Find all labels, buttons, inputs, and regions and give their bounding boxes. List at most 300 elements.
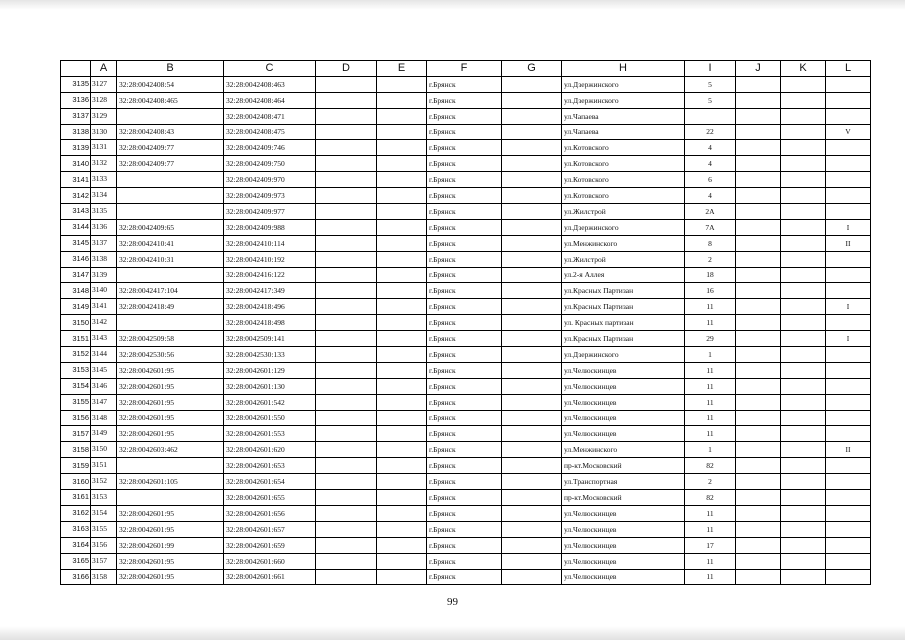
cell-f: г.Брянск: [427, 490, 502, 506]
cell-j: [736, 347, 781, 363]
cell-l: V: [826, 124, 871, 140]
cell-k: [781, 283, 826, 299]
cell-g: [502, 362, 562, 378]
row-number: 3153: [61, 362, 91, 378]
cell-g: [502, 490, 562, 506]
cell-d: [316, 124, 377, 140]
cell-b: 32:28:0042601:99: [117, 537, 224, 553]
row-number: 3141: [61, 172, 91, 188]
cell-f: г.Брянск: [427, 394, 502, 410]
cell-a: 3136: [91, 219, 117, 235]
cell-g: [502, 235, 562, 251]
cell-b: 32:28:0042410:41: [117, 235, 224, 251]
cell-j: [736, 92, 781, 108]
cell-f: г.Брянск: [427, 108, 502, 124]
cell-g: [502, 426, 562, 442]
cell-h: ул.Челюскинцев: [562, 378, 685, 394]
cell-c: 32:28:0042408:464: [224, 92, 316, 108]
cell-d: [316, 219, 377, 235]
cell-c: 32:28:0042601:130: [224, 378, 316, 394]
page-number: 99: [447, 596, 458, 608]
table-row: [61, 219, 871, 235]
cell-l: [826, 140, 871, 156]
cell-d: [316, 204, 377, 220]
cell-l: [826, 283, 871, 299]
cell-i: [685, 108, 736, 124]
cell-h: ул.Красных Партизан: [562, 299, 685, 315]
cell-j: [736, 410, 781, 426]
cell-d: [316, 299, 377, 315]
cell-e: [377, 362, 427, 378]
cell-j: [736, 426, 781, 442]
cell-h: ул.Котовского: [562, 172, 685, 188]
cell-b: 32:28:0042601:95: [117, 410, 224, 426]
table-row: [61, 569, 871, 585]
cell-j: [736, 219, 781, 235]
cell-l: [826, 267, 871, 283]
cell-d: [316, 378, 377, 394]
cell-a: 3131: [91, 140, 117, 156]
cell-l: [826, 569, 871, 585]
cell-k: [781, 537, 826, 553]
cell-h: ул.Менжинского: [562, 442, 685, 458]
cell-c: 32:28:0042409:973: [224, 188, 316, 204]
cell-k: [781, 188, 826, 204]
cell-c: 32:28:0042409:746: [224, 140, 316, 156]
column-header-c: C: [224, 61, 316, 77]
cell-h: ул.Котовского: [562, 188, 685, 204]
cell-k: [781, 219, 826, 235]
row-number: 3143: [61, 204, 91, 220]
cell-c: 32:28:0042418:496: [224, 299, 316, 315]
cell-g: [502, 331, 562, 347]
cell-g: [502, 553, 562, 569]
cell-g: [502, 537, 562, 553]
cell-l: I: [826, 299, 871, 315]
cell-a: 3149: [91, 426, 117, 442]
cell-b: 32:28:0042530:56: [117, 347, 224, 363]
cell-g: [502, 505, 562, 521]
cell-a: 3157: [91, 553, 117, 569]
cell-i: 16: [685, 283, 736, 299]
cell-i: 8: [685, 235, 736, 251]
cell-j: [736, 315, 781, 331]
cell-f: г.Брянск: [427, 172, 502, 188]
cell-d: [316, 347, 377, 363]
cell-d: [316, 283, 377, 299]
cell-d: [316, 569, 377, 585]
row-number: 3149: [61, 299, 91, 315]
cell-j: [736, 188, 781, 204]
cell-b: [117, 267, 224, 283]
cell-l: [826, 92, 871, 108]
cell-f: г.Брянск: [427, 299, 502, 315]
row-number: 3161: [61, 490, 91, 506]
cell-e: [377, 204, 427, 220]
cell-h: ул.Красных Партизан: [562, 283, 685, 299]
cell-c: 32:28:0042601:661: [224, 569, 316, 585]
cell-i: 11: [685, 315, 736, 331]
cell-i: 17: [685, 537, 736, 553]
cell-e: [377, 299, 427, 315]
cell-i: 7А: [685, 219, 736, 235]
cell-c: 32:28:0042408:475: [224, 124, 316, 140]
column-header-g: G: [502, 61, 562, 77]
cell-i: 29: [685, 331, 736, 347]
cell-k: [781, 362, 826, 378]
cell-g: [502, 251, 562, 267]
cell-k: [781, 299, 826, 315]
table-row: [61, 108, 871, 124]
cell-l: [826, 108, 871, 124]
cell-h: ул.Дзержинского: [562, 347, 685, 363]
table-row: [61, 156, 871, 172]
row-number: 3138: [61, 124, 91, 140]
cell-f: г.Брянск: [427, 521, 502, 537]
cell-l: [826, 426, 871, 442]
cell-g: [502, 521, 562, 537]
table-row: [61, 458, 871, 474]
cell-i: 18: [685, 267, 736, 283]
cell-h: ул.Дзержинского: [562, 92, 685, 108]
cell-l: II: [826, 442, 871, 458]
cell-b: 32:28:0042409:77: [117, 156, 224, 172]
cell-a: 3158: [91, 569, 117, 585]
table-row: [61, 267, 871, 283]
row-number: 3155: [61, 394, 91, 410]
cell-g: [502, 347, 562, 363]
cell-e: [377, 92, 427, 108]
cell-d: [316, 76, 377, 92]
cell-a: 3128: [91, 92, 117, 108]
cell-l: [826, 521, 871, 537]
cell-l: [826, 251, 871, 267]
cell-d: [316, 474, 377, 490]
cell-h: пр-кт.Московский: [562, 490, 685, 506]
column-header-row: [61, 61, 871, 77]
cell-e: [377, 108, 427, 124]
cell-b: 32:28:0042417:104: [117, 283, 224, 299]
cell-b: [117, 458, 224, 474]
cell-g: [502, 188, 562, 204]
cell-h: ул.Челюскинцев: [562, 537, 685, 553]
cell-e: [377, 124, 427, 140]
row-number: 3144: [61, 219, 91, 235]
cell-d: [316, 140, 377, 156]
cell-h: ул.Дзержинского: [562, 219, 685, 235]
cell-j: [736, 235, 781, 251]
cell-i: 4: [685, 156, 736, 172]
cell-c: 32:28:0042408:471: [224, 108, 316, 124]
cell-c: 32:28:0042601:654: [224, 474, 316, 490]
cell-f: г.Брянск: [427, 347, 502, 363]
row-number: 3156: [61, 410, 91, 426]
row-number: 3150: [61, 315, 91, 331]
row-number: 3137: [61, 108, 91, 124]
cell-e: [377, 553, 427, 569]
cell-a: 3146: [91, 378, 117, 394]
cell-l: [826, 188, 871, 204]
cell-d: [316, 251, 377, 267]
cell-h: ул.Челюскинцев: [562, 553, 685, 569]
cell-i: 4: [685, 140, 736, 156]
cell-c: 32:28:0042409:750: [224, 156, 316, 172]
row-number: 3148: [61, 283, 91, 299]
cell-i: 82: [685, 458, 736, 474]
cell-j: [736, 331, 781, 347]
cell-k: [781, 124, 826, 140]
cell-j: [736, 458, 781, 474]
cell-f: г.Брянск: [427, 76, 502, 92]
cell-j: [736, 156, 781, 172]
cell-b: 32:28:0042601:95: [117, 378, 224, 394]
cell-l: [826, 172, 871, 188]
cell-b: 32:28:0042601:105: [117, 474, 224, 490]
cell-f: г.Брянск: [427, 204, 502, 220]
table-row: [61, 521, 871, 537]
cell-g: [502, 204, 562, 220]
row-number: 3146: [61, 251, 91, 267]
cell-e: [377, 156, 427, 172]
cell-b: 32:28:0042601:95: [117, 426, 224, 442]
cell-l: [826, 378, 871, 394]
cell-a: 3137: [91, 235, 117, 251]
cell-c: 32:28:0042410:114: [224, 235, 316, 251]
cell-b: [117, 490, 224, 506]
cell-a: 3140: [91, 283, 117, 299]
row-number: 3145: [61, 235, 91, 251]
cell-g: [502, 394, 562, 410]
cell-i: 11: [685, 521, 736, 537]
cell-i: 11: [685, 410, 736, 426]
cell-c: 32:28:0042601:657: [224, 521, 316, 537]
cell-g: [502, 474, 562, 490]
table-row: [61, 362, 871, 378]
cell-d: [316, 267, 377, 283]
cell-k: [781, 235, 826, 251]
row-number: 3165: [61, 553, 91, 569]
cell-f: г.Брянск: [427, 410, 502, 426]
cell-j: [736, 362, 781, 378]
cell-b: 32:28:0042409:65: [117, 219, 224, 235]
cell-h: ул.Жилстрой: [562, 204, 685, 220]
cell-j: [736, 474, 781, 490]
row-number: 3160: [61, 474, 91, 490]
cell-c: 32:28:0042409:970: [224, 172, 316, 188]
row-number: 3158: [61, 442, 91, 458]
cell-a: 3145: [91, 362, 117, 378]
table-row: [61, 299, 871, 315]
cell-h: ул. Красных партизан: [562, 315, 685, 331]
cell-a: 3150: [91, 442, 117, 458]
cell-g: [502, 410, 562, 426]
cell-k: [781, 331, 826, 347]
table-row: [61, 188, 871, 204]
cell-e: [377, 140, 427, 156]
row-number: 3139: [61, 140, 91, 156]
cell-c: 32:28:0042601:553: [224, 426, 316, 442]
cell-d: [316, 156, 377, 172]
cell-b: [117, 108, 224, 124]
cell-i: 82: [685, 490, 736, 506]
cell-f: г.Брянск: [427, 140, 502, 156]
column-header-b: B: [117, 61, 224, 77]
cell-h: ул.Котовского: [562, 156, 685, 172]
cell-h: ул.2-я Аллея: [562, 267, 685, 283]
cell-f: г.Брянск: [427, 458, 502, 474]
table-row: [61, 490, 871, 506]
cell-a: 3156: [91, 537, 117, 553]
table-row: [61, 235, 871, 251]
cell-l: [826, 474, 871, 490]
cell-i: 4: [685, 188, 736, 204]
cell-e: [377, 235, 427, 251]
cell-g: [502, 219, 562, 235]
cell-i: 11: [685, 569, 736, 585]
table-row: [61, 426, 871, 442]
cell-l: [826, 458, 871, 474]
column-header-e: E: [377, 61, 427, 77]
row-number: 3164: [61, 537, 91, 553]
cell-a: 3143: [91, 331, 117, 347]
cell-c: 32:28:0042601:653: [224, 458, 316, 474]
cell-d: [316, 362, 377, 378]
cell-b: 32:28:0042408:43: [117, 124, 224, 140]
scan-shadow-top: [0, 0, 905, 10]
cell-e: [377, 219, 427, 235]
cell-f: г.Брянск: [427, 331, 502, 347]
cell-h: ул.Челюскинцев: [562, 394, 685, 410]
column-header-j: J: [736, 61, 781, 77]
cell-l: [826, 347, 871, 363]
cell-a: 3127: [91, 76, 117, 92]
cell-l: [826, 537, 871, 553]
cell-d: [316, 188, 377, 204]
cell-k: [781, 490, 826, 506]
column-header-h: H: [562, 61, 685, 77]
cell-c: 32:28:0042601:655: [224, 490, 316, 506]
cell-c: 32:28:0042601:659: [224, 537, 316, 553]
cell-e: [377, 521, 427, 537]
cell-f: г.Брянск: [427, 219, 502, 235]
cell-f: г.Брянск: [427, 124, 502, 140]
cell-f: г.Брянск: [427, 283, 502, 299]
cell-e: [377, 458, 427, 474]
table-row: [61, 394, 871, 410]
cell-i: 5: [685, 92, 736, 108]
cell-f: г.Брянск: [427, 251, 502, 267]
cell-e: [377, 76, 427, 92]
table-row: [61, 172, 871, 188]
cell-l: [826, 76, 871, 92]
cell-l: [826, 505, 871, 521]
cell-k: [781, 251, 826, 267]
cell-k: [781, 553, 826, 569]
cell-g: [502, 315, 562, 331]
cell-h: ул.Челюскинцев: [562, 505, 685, 521]
cell-f: г.Брянск: [427, 315, 502, 331]
row-number: 3166: [61, 569, 91, 585]
cell-f: г.Брянск: [427, 537, 502, 553]
cell-e: [377, 347, 427, 363]
cell-i: 2А: [685, 204, 736, 220]
cell-h: ул.Чапаева: [562, 124, 685, 140]
cell-a: 3141: [91, 299, 117, 315]
cell-c: 32:28:0042601:620: [224, 442, 316, 458]
cell-e: [377, 505, 427, 521]
cell-k: [781, 505, 826, 521]
cell-e: [377, 490, 427, 506]
cell-c: 32:28:0042416:122: [224, 267, 316, 283]
cell-c: 32:28:0042509:141: [224, 331, 316, 347]
cell-e: [377, 267, 427, 283]
cell-k: [781, 204, 826, 220]
row-number: 3162: [61, 505, 91, 521]
table-row: [61, 378, 871, 394]
row-number: 3151: [61, 331, 91, 347]
cell-d: [316, 426, 377, 442]
cell-g: [502, 140, 562, 156]
table-row: [61, 410, 871, 426]
cell-d: [316, 92, 377, 108]
table-row: [61, 553, 871, 569]
table-row: [61, 283, 871, 299]
cell-i: 22: [685, 124, 736, 140]
cell-k: [781, 426, 826, 442]
cell-f: г.Брянск: [427, 553, 502, 569]
row-number: 3159: [61, 458, 91, 474]
cell-d: [316, 490, 377, 506]
cell-b: 32:28:0042601:95: [117, 362, 224, 378]
cell-h: пр-кт.Московский: [562, 458, 685, 474]
cell-e: [377, 569, 427, 585]
cell-h: ул.Жилстрой: [562, 251, 685, 267]
cell-i: 5: [685, 76, 736, 92]
cell-d: [316, 458, 377, 474]
cell-i: 2: [685, 474, 736, 490]
cell-b: 32:28:0042418:49: [117, 299, 224, 315]
cell-e: [377, 410, 427, 426]
cell-d: [316, 537, 377, 553]
cell-h: ул.Красных Партизан: [562, 331, 685, 347]
cell-k: [781, 76, 826, 92]
cell-a: 3153: [91, 490, 117, 506]
cell-g: [502, 442, 562, 458]
cell-k: [781, 315, 826, 331]
cell-b: [117, 188, 224, 204]
row-number: 3136: [61, 92, 91, 108]
cell-e: [377, 378, 427, 394]
cell-h: ул.Дзержинского: [562, 76, 685, 92]
cell-f: г.Брянск: [427, 156, 502, 172]
cell-c: 32:28:0042409:988: [224, 219, 316, 235]
cell-b: 32:28:0042601:95: [117, 553, 224, 569]
row-number: 3154: [61, 378, 91, 394]
cell-i: 2: [685, 251, 736, 267]
cell-d: [316, 553, 377, 569]
cell-a: 3139: [91, 267, 117, 283]
row-number: 3157: [61, 426, 91, 442]
table-row: [61, 315, 871, 331]
cell-c: 32:28:0042408:463: [224, 76, 316, 92]
cell-l: [826, 394, 871, 410]
cell-d: [316, 172, 377, 188]
cell-l: [826, 315, 871, 331]
cell-f: г.Брянск: [427, 378, 502, 394]
cell-e: [377, 251, 427, 267]
cell-j: [736, 569, 781, 585]
cell-h: ул.Котовского: [562, 140, 685, 156]
